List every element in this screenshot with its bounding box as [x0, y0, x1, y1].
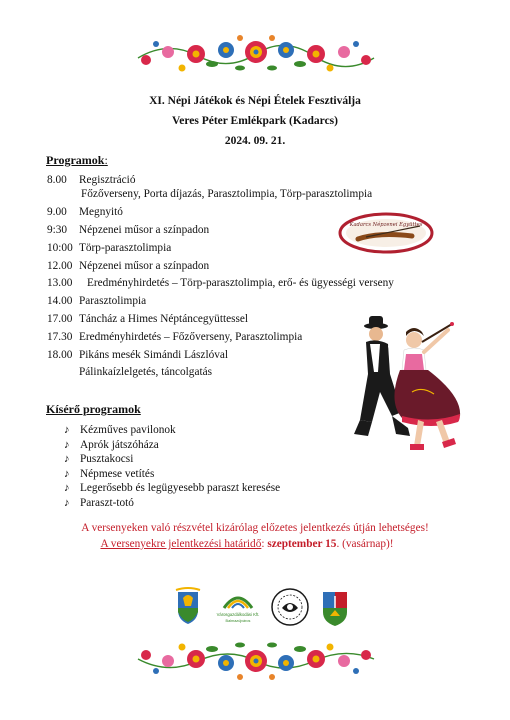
program-row-continuation: Főzőverseny, Porta díjazás, Parasztolimpia, Törp-parasztolimpia	[81, 188, 373, 200]
list-item: ♪ Aprók játszóháza	[64, 438, 159, 451]
program-row: 9.00 Megnyitó	[47, 206, 123, 218]
program-row: 8.00 Regisztráció	[47, 174, 136, 186]
registration-notice: A versenyeken való részvétel kizárólag előzetes jelentkezés útján lehetséges!	[81, 522, 429, 534]
music-note-icon: ♪	[64, 424, 70, 436]
ensemble-logo-badge	[338, 212, 434, 254]
side-programs-list	[64, 423, 280, 510]
program-row: 13.00 Eredményhirdetés – Törp-parasztolimpia, erő- és ügyességi verseny	[47, 277, 394, 289]
town-services-logo-text: Városgazdálkodási Kft.	[216, 612, 260, 617]
list-item: ♪ Népmese vetítés	[64, 467, 155, 480]
music-note-icon: ♪	[64, 453, 70, 465]
registration-deadline: A versenyekre jelentkezési határidő: szeptember 15. (vasárnap)!	[100, 538, 394, 550]
music-note-icon: ♪	[64, 467, 70, 480]
program-row: 12.00 Népzenei műsor a színpadon	[47, 260, 210, 272]
program-row: 17.30 Eredményhirdetés – Főzőverseny, Parasztolimpia	[47, 331, 303, 343]
music-note-icon: ♪	[64, 482, 70, 494]
folk-embroidery-border-top	[128, 30, 384, 80]
music-note-icon: ♪	[64, 496, 70, 509]
list-item: ♪ Pusztakocsi	[64, 453, 134, 465]
program-row: 18.00 Pikáns mesék Simándi Lászlóval	[47, 349, 229, 361]
festival-title: XI. Népi Játékok és Népi Ételek Fesztiválja	[149, 95, 361, 107]
list-item: ♪ Kézműves pavilonok	[64, 424, 176, 436]
programs-heading: Programok:	[46, 153, 108, 167]
festival-venue: Veres Péter Emlékpark (Kadarcs)	[172, 115, 338, 127]
program-row: 9:30 Népzenei műsor a színpadon	[47, 224, 210, 236]
festival-date: 2024. 09. 21.	[224, 135, 286, 147]
program-row-continuation: Pálinkaízlelgetés, táncolgatás	[79, 366, 213, 378]
list-item: ♪ Paraszt-totó	[64, 496, 134, 509]
coat-of-arms-logo	[174, 586, 202, 626]
round-emblem-logo	[270, 586, 310, 628]
town-services-logo-subtext: Balmazújváros	[225, 619, 251, 623]
program-row: 17.00 Táncház a Himes Néptáncegyüttessel	[47, 313, 249, 325]
side-programs-heading: Kísérő programok	[46, 402, 141, 416]
town-services-logo	[216, 586, 260, 628]
folk-embroidery-border-bottom	[128, 635, 384, 685]
program-row: 14.00 Parasztolimpia	[47, 295, 147, 307]
ensemble-logo-text: Kadarcs Népzenei Együttes	[349, 222, 423, 228]
folk-dancers-illustration	[352, 312, 464, 460]
list-item: ♪ Legerősebb és legügyesebb paraszt keresése	[64, 482, 281, 494]
county-coat-of-arms-logo	[320, 586, 350, 628]
program-row: 10:00 Törp-parasztolimpia	[47, 242, 172, 254]
music-note-icon: ♪	[64, 438, 70, 451]
